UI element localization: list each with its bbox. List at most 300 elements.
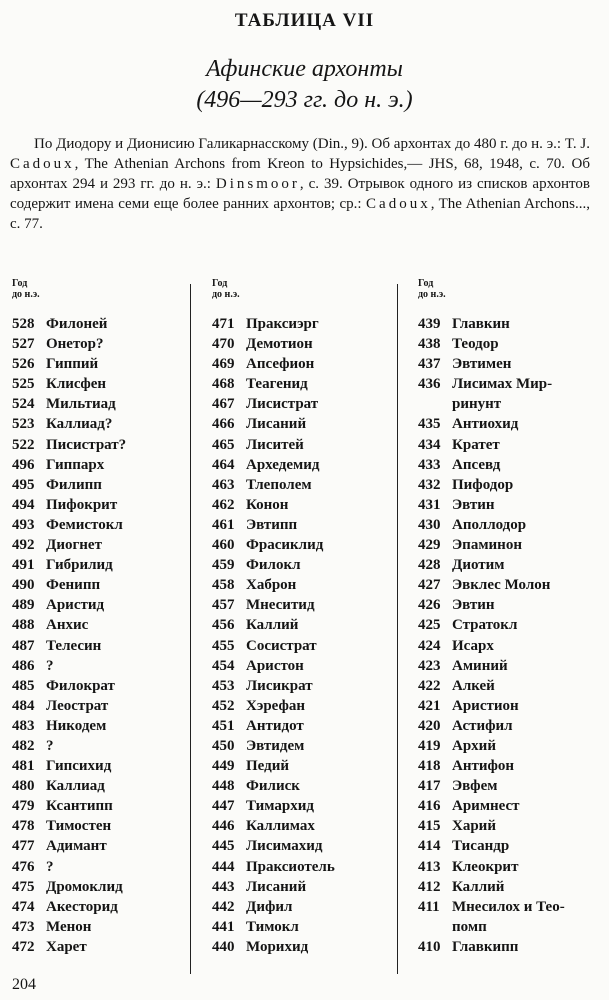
archon-row (212, 394, 335, 414)
archon-row (212, 535, 335, 555)
archon-row (12, 877, 126, 897)
archon-name: Фемистокл (46, 516, 123, 533)
archon-year: 476 (12, 858, 35, 875)
archon-year: 464 (212, 456, 235, 473)
archon-row (12, 776, 126, 796)
archon-name: Ксантипп (46, 798, 113, 815)
archon-row (212, 435, 335, 455)
archon-name: Архедемид (246, 456, 320, 473)
archon-year: 482 (12, 737, 35, 754)
archon-name: Эвклес Молон (452, 577, 551, 594)
archon-name: Мнесилох и Тео- (452, 898, 565, 915)
archon-row (212, 716, 335, 736)
archon-name: Дифил (246, 898, 293, 915)
archon-row (212, 917, 335, 937)
archon-year: 445 (212, 838, 235, 855)
archon-name: Харий (452, 818, 496, 835)
archon-year: 447 (212, 798, 235, 815)
archon-row (212, 636, 335, 656)
archon-year: 475 (12, 878, 35, 895)
archon-year: 494 (12, 496, 35, 513)
archon-name: Адимант (46, 838, 107, 855)
archon-row (12, 515, 126, 535)
archon-row (418, 937, 565, 957)
archon-year: 478 (12, 818, 35, 835)
archon-row (418, 595, 565, 615)
archon-name: Филокл (246, 557, 301, 574)
archon-row (212, 334, 335, 354)
archon-year: 419 (418, 737, 441, 754)
archon-year: 438 (418, 336, 441, 353)
archon-name: Лисимах Мир- (452, 376, 553, 393)
archon-row (12, 535, 126, 555)
page-number: 204 (12, 976, 36, 993)
archon-row (12, 917, 126, 937)
archon-name: Эвфем (452, 778, 498, 795)
archon-row (12, 857, 126, 877)
archon-row (212, 374, 335, 394)
intro-text-3: , с. 39. Отрывок одного из списков архонтов содержит имена семи еще более ранних архонтов; ср.: (10, 176, 590, 212)
archon-row (418, 575, 565, 595)
archon-year: 484 (12, 697, 35, 714)
archon-year: 434 (418, 436, 441, 453)
archon-row (418, 716, 565, 736)
archon-name: Аримнест (452, 798, 520, 815)
archon-name: Эвтимен (452, 356, 512, 373)
intro-paragraph (10, 134, 590, 234)
archon-column-1 (12, 278, 126, 957)
intro-text-1: По Диодору и Дионисию Галикарнасскому (Din., 9). Об архонтах до 480 г. до н. э.: T. J. (34, 136, 590, 152)
archon-row (12, 575, 126, 595)
archon-row (418, 455, 565, 475)
archon-name: Антиохид (452, 416, 519, 433)
archon-name: Тисандр (452, 838, 510, 855)
archon-name: Каллиад? (46, 416, 113, 433)
archon-name: Антидот (246, 717, 304, 734)
column-header (418, 278, 565, 314)
archon-year: 467 (212, 396, 235, 413)
archon-name: Гиппарх (46, 456, 105, 473)
archon-row (12, 374, 126, 394)
archon-year: 523 (12, 416, 35, 433)
archon-year: 479 (12, 798, 35, 815)
archon-row (418, 696, 565, 716)
author-cadoux: Cadoux (10, 156, 75, 172)
archon-name: Фрасиклид (246, 537, 324, 554)
archon-name: Менон (46, 918, 92, 935)
archon-name: Диогнет (46, 537, 102, 554)
archon-year: 480 (12, 778, 35, 795)
archon-year: 483 (12, 717, 35, 734)
archon-year: 496 (12, 456, 35, 473)
archon-year: 412 (418, 878, 441, 895)
archon-year: 442 (212, 898, 235, 915)
archon-row (12, 696, 126, 716)
archon-name: Исарх (452, 637, 494, 654)
archon-name: ? (46, 657, 54, 674)
column-header (212, 278, 335, 314)
archon-row (12, 796, 126, 816)
archon-name: Апсефион (246, 356, 315, 373)
archon-row (12, 435, 126, 455)
archon-year: 452 (212, 697, 235, 714)
archon-year: 415 (418, 818, 441, 835)
archon-year: 474 (12, 898, 35, 915)
archon-row (212, 696, 335, 716)
archon-name: Лисикрат (246, 677, 313, 694)
archon-name: Писистрат? (46, 436, 127, 453)
archon-year: 446 (212, 818, 235, 835)
archon-name: Лиситей (246, 436, 304, 453)
archon-year: 427 (418, 577, 441, 594)
archon-name: Праксиэрг (246, 316, 319, 332)
archon-name: Астифил (452, 717, 513, 734)
archon-name: Онетор? (46, 336, 104, 353)
archon-year: 418 (418, 758, 441, 775)
archon-year (418, 394, 450, 414)
archon-year: 439 (418, 316, 441, 332)
archon-row (212, 796, 335, 816)
archon-name: Стратокл (452, 617, 518, 634)
archon-year: 425 (418, 617, 441, 634)
archon-row (12, 475, 126, 495)
archon-name: Хаброн (246, 577, 297, 594)
archon-year: 428 (418, 557, 441, 574)
author-cadoux-2: Cadoux (366, 196, 431, 212)
archon-year: 449 (212, 758, 235, 775)
archon-year: 471 (212, 316, 235, 332)
archon-name: Кратет (452, 436, 500, 453)
archon-name: Филоней (46, 316, 108, 332)
archon-year: 444 (212, 858, 235, 875)
archon-year: 492 (12, 537, 35, 554)
subtitle-line-2: (496—293 гг. до н. э.) (196, 87, 413, 113)
archon-name: Педий (246, 758, 290, 775)
archon-name: Архий (452, 737, 496, 754)
archon-year: 429 (418, 537, 441, 554)
archon-row (212, 937, 335, 957)
archon-name: Лисаний (246, 416, 307, 433)
archon-year: 456 (212, 617, 235, 634)
archon-name: Апсевд (452, 456, 501, 473)
archon-row (12, 656, 126, 676)
archon-row (212, 877, 335, 897)
archon-name: Демотион (246, 336, 313, 353)
archon-row (12, 314, 126, 334)
archon-row (12, 414, 126, 434)
archon-column-2 (212, 278, 335, 957)
archon-row (12, 334, 126, 354)
archon-row (418, 776, 565, 796)
archon-row (418, 394, 565, 414)
archon-name: Антифон (452, 758, 515, 775)
archon-name: Тимокл (246, 918, 299, 935)
page-title: ТАБЛИЦА VII (234, 10, 375, 31)
archon-name: Лисистрат (246, 396, 319, 413)
archon-row (212, 455, 335, 475)
archon-year: 421 (418, 697, 441, 714)
archon-name: Пифодор (452, 476, 514, 493)
archon-year (418, 917, 450, 937)
archon-year: 527 (12, 336, 35, 353)
archon-year: 417 (418, 778, 441, 795)
archon-name: Хэрефан (246, 697, 306, 714)
archon-name: Никодем (46, 717, 107, 734)
archon-row (212, 897, 335, 917)
archon-year: 443 (212, 878, 235, 895)
archon-row (418, 535, 565, 555)
archon-name: Дромоклид (46, 878, 123, 895)
archon-column-3 (418, 278, 565, 957)
column-header-era: до н.э. (12, 289, 40, 300)
archon-year: 460 (212, 537, 235, 554)
column-header-era: до н.э. (418, 289, 446, 300)
archon-name: Гиппий (46, 356, 99, 373)
archon-name: Филократ (46, 677, 115, 694)
archon-row (212, 414, 335, 434)
archon-name: Анхис (46, 617, 89, 634)
archon-row (212, 736, 335, 756)
archon-name: помп (452, 918, 487, 935)
archon-row (212, 656, 335, 676)
archon-row (418, 354, 565, 374)
archon-row (418, 917, 565, 937)
archon-year: 414 (418, 838, 441, 855)
archon-year: 453 (212, 677, 235, 694)
archon-name: Гибрилид (46, 557, 113, 574)
archon-row (212, 314, 335, 334)
archon-row (12, 394, 126, 414)
archon-row (212, 575, 335, 595)
archon-year: 461 (212, 516, 235, 533)
archon-row (418, 615, 565, 635)
archon-row (212, 595, 335, 615)
archon-row (418, 495, 565, 515)
archon-name: Каллимах (246, 818, 315, 835)
archon-year: 448 (212, 778, 235, 795)
archon-year: 440 (212, 938, 235, 955)
archon-row (12, 816, 126, 836)
archon-name: Эвтипп (246, 516, 298, 533)
archon-row (418, 656, 565, 676)
archon-year: 490 (12, 577, 35, 594)
archon-year: 486 (12, 657, 35, 674)
table-subtitle (0, 54, 609, 116)
archon-name: Эпаминон (452, 537, 522, 554)
archon-name: Лисимахид (246, 838, 323, 855)
archon-name: Аполлодор (452, 516, 527, 533)
author-dinsmoor: Dinsmoor (215, 176, 300, 192)
archon-row (418, 314, 565, 334)
archon-year: 433 (418, 456, 441, 473)
archon-year: 481 (12, 758, 35, 775)
archon-row (418, 796, 565, 816)
archon-year: 485 (12, 677, 35, 694)
archon-row (212, 836, 335, 856)
archon-name: Филиск (246, 778, 300, 795)
archon-year: 522 (12, 436, 35, 453)
intro-text-4: , The Athenian Archons..., с. 77. (10, 196, 591, 232)
archon-name: Главкин (452, 316, 510, 332)
archon-name: Каллий (452, 878, 505, 895)
archon-row (212, 676, 335, 696)
archon-year: 424 (418, 637, 441, 654)
archon-year: 457 (212, 597, 235, 614)
intro-text-2: , The Athenian Archons from Kreon to Hypsichides,— JHS, 68, 1948, с. 70. Об архонтах 294 и 293 гг. до н. э.: (10, 156, 590, 192)
archon-year: 441 (212, 918, 235, 935)
archon-name: Эвтин (452, 496, 495, 513)
archon-row (418, 676, 565, 696)
archon-name: Главкипп (452, 938, 519, 955)
column-header-year: Год (12, 278, 28, 289)
archon-row (212, 756, 335, 776)
archon-year: 431 (418, 496, 441, 513)
archon-row (418, 475, 565, 495)
archon-row (12, 937, 126, 957)
archon-row (418, 836, 565, 856)
archon-name: Лисаний (246, 878, 307, 895)
archon-year: 416 (418, 798, 441, 815)
archon-name: Диотим (452, 557, 505, 574)
archon-year: 463 (212, 476, 235, 493)
archon-year: 450 (212, 737, 235, 754)
archon-year: 524 (12, 396, 35, 413)
archon-name: Гипсихид (46, 758, 112, 775)
archon-year: 477 (12, 838, 35, 855)
archon-year: 491 (12, 557, 35, 574)
archon-row (418, 515, 565, 535)
archon-year: 493 (12, 516, 35, 533)
archon-year: 472 (12, 938, 35, 955)
column-divider-1 (190, 284, 191, 974)
archon-name: Аристион (452, 697, 519, 714)
archon-name: Леострат (46, 697, 109, 714)
archon-year: 466 (212, 416, 235, 433)
archon-row (418, 736, 565, 756)
archon-year: 455 (212, 637, 235, 654)
archon-year: 469 (212, 356, 235, 373)
archon-year: 432 (418, 476, 441, 493)
archon-name: Эвтидем (246, 737, 305, 754)
column-header-year: Год (418, 278, 434, 289)
archon-name: Аристид (46, 597, 105, 614)
archon-name: Тлеполем (246, 476, 312, 493)
archon-name: Эвтин (452, 597, 495, 614)
archon-name: Фенипп (46, 577, 101, 594)
archon-row (212, 776, 335, 796)
archon-name: Аристон (246, 657, 304, 674)
archon-year: 426 (418, 597, 441, 614)
archon-row (12, 595, 126, 615)
archon-row (418, 636, 565, 656)
archon-year: 488 (12, 617, 35, 634)
archon-row (12, 615, 126, 635)
column-divider-2 (397, 284, 398, 974)
archon-year: 451 (212, 717, 235, 734)
archon-year: 454 (212, 657, 235, 674)
archon-name: Харет (46, 938, 87, 955)
archon-name: Акесторид (46, 898, 118, 915)
archon-row (418, 334, 565, 354)
archon-row (212, 816, 335, 836)
archon-row (418, 374, 565, 394)
archon-year: 528 (12, 316, 35, 332)
archon-row (12, 495, 126, 515)
archon-year: 487 (12, 637, 35, 654)
archon-name: Телесин (46, 637, 102, 654)
archon-row (212, 857, 335, 877)
archon-year: 489 (12, 597, 35, 614)
archon-name: Клисфен (46, 376, 107, 393)
archon-year: 423 (418, 657, 441, 674)
archon-row (12, 756, 126, 776)
archon-row (212, 495, 335, 515)
archon-row (212, 555, 335, 575)
archon-year: 495 (12, 476, 35, 493)
archon-row (418, 816, 565, 836)
archon-row (418, 414, 565, 434)
archon-row (212, 615, 335, 635)
archon-row (212, 354, 335, 374)
archon-row (418, 877, 565, 897)
archon-name: Алкей (452, 677, 495, 694)
archon-year: 470 (212, 336, 235, 353)
archon-name: Аминий (452, 657, 508, 674)
archon-name: Сосистрат (246, 637, 317, 654)
archon-year: 468 (212, 376, 235, 393)
archon-name: Конон (246, 496, 289, 513)
archon-year: 462 (212, 496, 235, 513)
archon-row (12, 716, 126, 736)
archon-year: 422 (418, 677, 441, 694)
archon-year: 413 (418, 858, 441, 875)
archon-year: 437 (418, 356, 441, 373)
archon-row (12, 455, 126, 475)
archon-name: Теодор (452, 336, 499, 353)
archon-row (12, 736, 126, 756)
archon-row (418, 857, 565, 877)
archon-year: 459 (212, 557, 235, 574)
archon-year: 465 (212, 436, 235, 453)
subtitle-line-1: Афинские архонты (206, 56, 403, 82)
archon-row (12, 354, 126, 374)
archon-name: ринунт (452, 396, 502, 413)
archon-year: 430 (418, 516, 441, 533)
column-header-era: до н.э. (212, 289, 240, 300)
archon-year: 410 (418, 938, 441, 955)
archon-row (418, 756, 565, 776)
archon-year: 458 (212, 577, 235, 594)
archon-year: 435 (418, 416, 441, 433)
archon-name: Филипп (46, 476, 102, 493)
archon-row (12, 897, 126, 917)
archon-year: 411 (418, 898, 440, 915)
column-header (12, 278, 126, 314)
archon-name: ? (46, 858, 54, 875)
archon-row (12, 636, 126, 656)
archon-year: 420 (418, 717, 441, 734)
archon-row (212, 475, 335, 495)
archon-row (12, 836, 126, 856)
archon-row (418, 897, 565, 917)
archon-name: Каллий (246, 617, 299, 634)
archon-row (12, 676, 126, 696)
archon-name: Мильтиад (46, 396, 116, 413)
archon-row (12, 555, 126, 575)
archon-year: 473 (12, 918, 35, 935)
archon-row (418, 435, 565, 455)
archon-year: 436 (418, 376, 441, 393)
